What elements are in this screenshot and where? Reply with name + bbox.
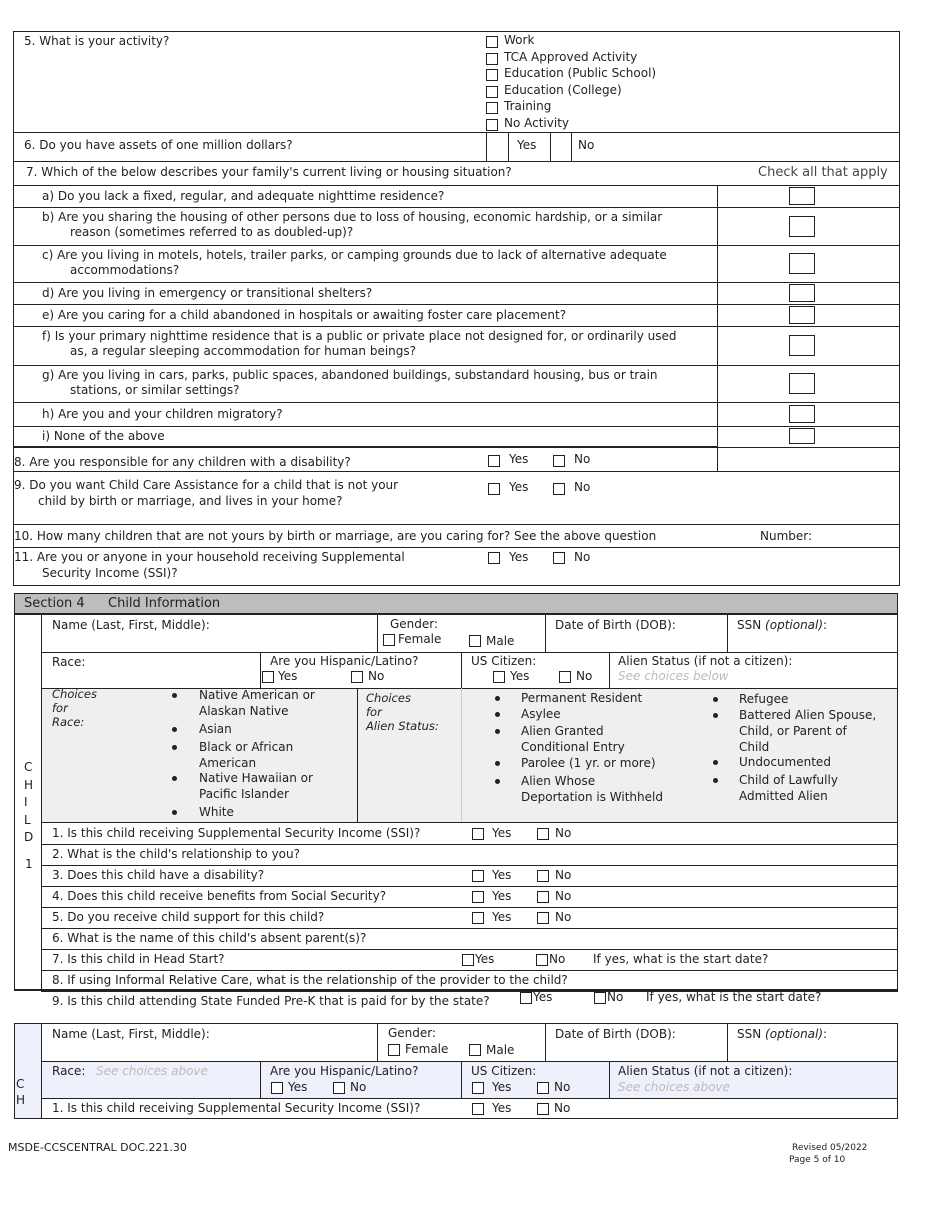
child1-vertical-number: 1 — [25, 857, 33, 871]
child1-question-start-date-label: If yes, what is the start date? — [593, 952, 769, 966]
child2-alien-label: Alien Status (if not a citizen): — [618, 1064, 793, 1078]
child1-question-yes-checkbox[interactable] — [472, 870, 484, 882]
child2-ssn-label — [737, 1027, 827, 1042]
race-choice-bullet — [172, 745, 177, 750]
q9-yes-label: Yes — [509, 480, 529, 494]
child1-ssn-text: SSN — [737, 618, 762, 632]
child1-question-label: 6. What is the name of this child's absent parent(s)? — [52, 931, 367, 945]
q7-item-checkbox[interactable] — [789, 335, 815, 356]
child1-question-no-label: No — [555, 889, 572, 903]
q5-option-label: Education (Public School) — [504, 66, 657, 80]
child1-question-start-date-label: If yes, what is the start date? — [646, 990, 822, 1004]
race-choice-label: Asian — [199, 722, 232, 736]
child1-question-yes-checkbox[interactable] — [520, 992, 532, 1004]
race-choice-label: Native Hawaiian or — [199, 771, 313, 785]
child1-ssn-label — [737, 618, 827, 633]
child1-question-no-label: No — [555, 826, 572, 840]
footer-doc-id: MSDE-CCSCENTRAL DOC.221.30 — [8, 1141, 187, 1154]
row-divider — [41, 949, 898, 950]
child1-question-yes-label: Yes — [475, 952, 495, 966]
q7-item-label: b) Are you sharing the housing of other persons due to loss of housing, economic hardship, or a similar — [42, 210, 663, 224]
alien-choice-bullet — [495, 712, 500, 717]
child1-ssn-optional: (optional) — [765, 618, 824, 632]
child1-question-label: 2. What is the child's relationship to you? — [52, 847, 300, 861]
q11-label-line1: 11. Are you or anyone in your household receiving Supplemental — [14, 550, 405, 564]
child1-question-yes-label: Yes — [492, 910, 512, 924]
child2-race-see-above: See choices above — [96, 1064, 208, 1078]
q7-item-label: g) Are you living in cars, parks, public spaces, abandoned buildings, substandard housing, bus or train — [42, 368, 658, 382]
q5-option-checkbox[interactable] — [486, 102, 498, 114]
alien-choice-label: Child — [739, 740, 770, 754]
q9-no-label: No — [574, 480, 591, 494]
q5-option-checkbox[interactable] — [486, 86, 498, 98]
alien-choice-bullet — [495, 761, 500, 766]
child2-hispanic-no-checkbox[interactable] — [333, 1082, 345, 1094]
q11-no-label: No — [574, 550, 591, 564]
q6-label: 6. Do you have assets of one million dollars? — [24, 138, 293, 152]
child2-hispanic-yes-label: Yes — [288, 1080, 308, 1094]
q11-yes-label: Yes — [509, 550, 529, 564]
q11-no-checkbox[interactable] — [553, 552, 565, 564]
row-divider — [41, 865, 898, 866]
child2-vertical-letter: H — [16, 1093, 26, 1107]
child2-female-label: Female — [405, 1042, 449, 1056]
alien-choice-label: Battered Alien Spouse, — [739, 708, 877, 722]
child1-alien-see-below: See choices below — [618, 669, 729, 683]
q5-option-label: TCA Approved Activity — [504, 49, 638, 64]
q6-no-label: No — [578, 138, 595, 152]
q7-item-label: i) None of the above — [42, 428, 165, 443]
child1-alien-label: Alien Status (if not a citizen): — [618, 654, 793, 668]
race-choices-label-line: Choices — [52, 687, 97, 701]
alien-choice-bullet — [713, 778, 718, 783]
q5-option-label: Education (College) — [504, 82, 622, 97]
q7-item-checkbox[interactable] — [789, 373, 815, 394]
row-divider — [41, 886, 898, 887]
q5-option-checkbox[interactable] — [486, 69, 498, 81]
race-choice-bullet — [172, 727, 177, 732]
alien-choice-label: Conditional Entry — [521, 740, 625, 754]
child1-female-label: Female — [398, 632, 442, 646]
child2-q1-no-checkbox[interactable] — [537, 1103, 549, 1115]
child1-hispanic-no-label: No — [368, 669, 385, 683]
child1-question-yes-checkbox[interactable] — [472, 912, 484, 924]
q7-item-checkbox[interactable] — [789, 216, 815, 237]
alien-choice-label: Asylee — [521, 707, 561, 721]
q8-label: 8. Are you responsible for any children with a disability? — [14, 455, 351, 469]
q5-option-label: No Activity — [504, 115, 570, 130]
q5-option-label: Work — [504, 33, 535, 47]
alien-choice-label: Alien Granted — [521, 724, 604, 738]
child1-race-label: Race: — [52, 655, 86, 669]
q9-no-checkbox[interactable] — [553, 483, 565, 495]
alien-choice-label: Child, or Parent of — [739, 724, 847, 738]
child1-citizen-no-label: No — [576, 669, 593, 683]
child2-q1-yes-checkbox[interactable] — [472, 1103, 484, 1115]
child2-female-checkbox[interactable] — [388, 1044, 400, 1056]
child2-hispanic-no-label: No — [350, 1080, 367, 1094]
child2-q1-label: 1. Is this child receiving Supplemental Security Income (SSI)? — [52, 1101, 421, 1115]
child1-question-label: 3. Does this child have a disability? — [52, 868, 265, 882]
q5-option-checkbox[interactable] — [486, 36, 498, 48]
row-divider — [41, 928, 898, 929]
q7-item-checkbox[interactable] — [789, 405, 815, 423]
q8-no-label: No — [574, 452, 591, 466]
child2-q1-no-label: No — [554, 1101, 571, 1115]
q9-label-line2: child by birth or marriage, and lives in your home? — [38, 494, 343, 508]
race-choice-label: White — [199, 805, 234, 819]
q7-item-label: a) Do you lack a fixed, regular, and adequate nighttime residence? — [42, 188, 445, 203]
q7-item-checkbox[interactable] — [789, 187, 815, 205]
q7-item-label: d) Are you living in emergency or transitional shelters? — [42, 285, 373, 300]
child2-alien-see-above: See choices above — [618, 1080, 730, 1094]
child2-citizen-no-label: No — [554, 1080, 571, 1094]
child1-question-yes-label: Yes — [492, 889, 512, 903]
q10-number-label: Number: — [760, 529, 813, 543]
child1-question-no-checkbox[interactable] — [536, 954, 548, 966]
child1-question-no-label: No — [549, 952, 566, 966]
child1-dob-label: Date of Birth (DOB): — [555, 618, 676, 632]
child1-vertical-letter: H — [24, 777, 34, 792]
section4-title: Child Information — [108, 596, 221, 611]
q7-item-label: c) Are you living in motels, hotels, trailer parks, or camping grounds due to lack of alternative adequate — [42, 248, 667, 262]
alien-choice-label: Permanent Resident — [521, 691, 643, 705]
child2-male-checkbox[interactable] — [469, 1044, 481, 1056]
row-divider — [41, 970, 898, 971]
child1-question-yes-checkbox[interactable] — [462, 954, 474, 966]
child1-hispanic-label: Are you Hispanic/Latino? — [270, 654, 419, 668]
child1-question-no-checkbox[interactable] — [537, 870, 549, 882]
child1-question-yes-checkbox[interactable] — [472, 828, 484, 840]
child2-hispanic-label: Are you Hispanic/Latino? — [270, 1064, 419, 1078]
row-divider — [41, 907, 898, 908]
q8-yes-label: Yes — [509, 452, 529, 466]
child1-question-yes-label: Yes — [492, 868, 512, 882]
race-choice-bullet — [172, 776, 177, 781]
child2-citizen-yes-checkbox[interactable] — [472, 1082, 484, 1094]
alien-choice-bullet — [495, 696, 500, 701]
alien-choice-label: Deportation is Withheld — [521, 790, 663, 804]
race-choice-label: Alaskan Native — [199, 704, 289, 718]
alien-choice-bullet — [495, 779, 500, 784]
child1-vertical-letter: D — [24, 830, 34, 844]
child1-citizen-no-checkbox[interactable] — [559, 671, 571, 683]
child1-question-label: 1. Is this child receiving Supplemental Security Income (SSI)? — [52, 826, 421, 840]
child2-citizen-yes-label: Yes — [492, 1080, 512, 1094]
footer-page: Page 5 of 10 — [789, 1155, 846, 1165]
race-choice-bullet — [172, 810, 177, 815]
q5-option-checkbox[interactable] — [486, 53, 498, 65]
child1-hispanic-yes-checkbox[interactable] — [262, 671, 274, 683]
race-choices-label-line: for — [52, 701, 68, 715]
alien-choice-bullet — [713, 713, 718, 718]
child1-citizen-yes-checkbox[interactable] — [493, 671, 505, 683]
child1-question-yes-label: Yes — [492, 826, 512, 840]
child2-ssn-optional: (optional) — [765, 1027, 824, 1041]
child1-question-no-checkbox[interactable] — [537, 828, 549, 840]
child1-question-yes-checkbox[interactable] — [472, 891, 484, 903]
q8-yes-checkbox[interactable] — [488, 455, 500, 467]
child1-question-no-label: No — [555, 910, 572, 924]
race-choice-label: Native American or — [199, 688, 315, 702]
q7-label: 7. Which of the below describes your family's current living or housing situation? — [26, 165, 512, 179]
section4-number: Section 4 — [24, 596, 85, 611]
child2-q1-yes-label: Yes — [492, 1101, 512, 1115]
race-choices-label-line: Race: — [52, 715, 85, 729]
child1-hispanic-no-checkbox[interactable] — [351, 671, 363, 683]
child1-female-checkbox[interactable] — [383, 634, 395, 646]
q7-item-checkbox[interactable] — [789, 284, 815, 302]
child1-question-no-label: No — [607, 990, 624, 1004]
child2-ssn-colon: : — [823, 1027, 828, 1041]
child1-question-label: 7. Is this child in Head Start? — [52, 952, 225, 966]
q6-yes-label: Yes — [517, 138, 537, 152]
child2-male-label: Male — [486, 1043, 515, 1057]
alien-choices-label-line: Alien Status: — [366, 719, 439, 733]
child1-male-checkbox[interactable] — [469, 635, 481, 647]
child2-race-label: Race: — [52, 1064, 86, 1078]
race-choice-bullet — [172, 693, 177, 698]
child2-ssn-text: SSN — [737, 1027, 762, 1041]
child2-gender-label: Gender: — [388, 1026, 437, 1040]
row-divider — [41, 844, 898, 845]
q7-item-checkbox[interactable] — [789, 253, 815, 274]
q11-label-line2: Security Income (SSI)? — [42, 566, 178, 580]
child1-citizen-label: US Citizen: — [471, 654, 537, 668]
alien-choices-label-line: Choices — [366, 691, 411, 705]
child2-citizen-label: US Citizen: — [471, 1064, 537, 1078]
child1-question-label: 9. Is this child attending State Funded Pre-K that is paid for by the state? — [52, 994, 490, 1008]
child1-gender-label: Gender: — [390, 617, 439, 631]
race-choice-label: Black or African — [199, 740, 294, 754]
alien-choices-label-line: for — [366, 705, 382, 719]
q5-option-label: Training — [504, 99, 552, 113]
child1-citizen-yes-label: Yes — [510, 669, 530, 683]
q8-no-checkbox[interactable] — [553, 455, 565, 467]
q7-item-label: h) Are you and your children migratory? — [42, 406, 283, 421]
child1-name-label: Name (Last, First, Middle): — [52, 618, 210, 632]
child1-vertical-letter: I — [24, 795, 28, 809]
child1-question-no-checkbox[interactable] — [537, 891, 549, 903]
q7-item-checkbox[interactable] — [789, 306, 815, 324]
q7-item-label-cont: stations, or similar settings? — [70, 383, 240, 397]
child2-hispanic-yes-checkbox[interactable] — [271, 1082, 283, 1094]
race-choice-label: Pacific Islander — [199, 787, 289, 801]
q5-label: 5. What is your activity? — [24, 34, 170, 48]
alien-choice-label: Undocumented — [739, 755, 831, 769]
child1-vertical-letter: L — [24, 812, 31, 827]
q7-item-label-cont: accommodations? — [70, 263, 180, 277]
q7-item-label: f) Is your primary nighttime residence that is a public or private place not designed for, or ordinarily used — [42, 329, 677, 343]
child1-hispanic-yes-label: Yes — [278, 669, 298, 683]
child1-question-no-checkbox[interactable] — [594, 992, 606, 1004]
q7-item-label-cont: as, a regular sleeping accommodation for human beings? — [70, 344, 417, 358]
child1-question-no-checkbox[interactable] — [537, 912, 549, 924]
child2-citizen-no-checkbox[interactable] — [537, 1082, 549, 1094]
q9-label-line1: 9. Do you want Child Care Assistance for a child that is not your — [14, 478, 399, 492]
child1-question-label: 5. Do you receive child support for this child? — [52, 910, 325, 924]
q9-yes-checkbox[interactable] — [488, 483, 500, 495]
child1-male-label: Male — [486, 634, 515, 648]
q5-option-checkbox[interactable] — [486, 119, 498, 131]
q7-item-label: e) Are you caring for a child abandoned in hospitals or awaiting foster care placement? — [42, 307, 567, 322]
footer-revised: Revised 05/2022 — [792, 1143, 868, 1153]
q11-yes-checkbox[interactable] — [488, 552, 500, 564]
q10-label: 10. How many children that are not yours by birth or marriage, are you caring for? See the above question — [14, 529, 657, 543]
race-choice-label: American — [199, 756, 257, 770]
child1-question-label: 4. Does this child receive benefits from Social Security? — [52, 889, 387, 903]
child1-question-yes-label: Yes — [533, 990, 553, 1004]
alien-choice-label: Parolee (1 yr. or more) — [521, 756, 656, 770]
q7-item-checkbox[interactable] — [789, 428, 815, 444]
child2-vertical-letter: C — [16, 1077, 25, 1091]
alien-choice-label: Refugee — [739, 692, 789, 706]
child1-question-label: 8. If using Informal Relative Care, what is the relationship of the provider to the child? — [52, 973, 568, 987]
alien-choice-label: Alien Whose — [521, 774, 596, 788]
child1-vertical-letter: C — [24, 760, 33, 774]
child1-question-no-label: No — [555, 868, 572, 882]
q7-check-note: Check all that apply — [758, 165, 888, 180]
child1-ssn-colon: : — [823, 618, 828, 632]
child2-dob-label: Date of Birth (DOB): — [555, 1027, 676, 1041]
alien-choice-bullet — [713, 697, 718, 702]
alien-choice-bullet — [713, 760, 718, 765]
q7-item-label-cont: reason (sometimes referred to as doubled-up)? — [70, 225, 354, 239]
alien-choice-label: Child of Lawfully — [739, 773, 838, 787]
alien-choice-label: Admitted Alien — [739, 789, 828, 803]
child2-name-label: Name (Last, First, Middle): — [52, 1027, 210, 1041]
alien-choice-bullet — [495, 729, 500, 734]
